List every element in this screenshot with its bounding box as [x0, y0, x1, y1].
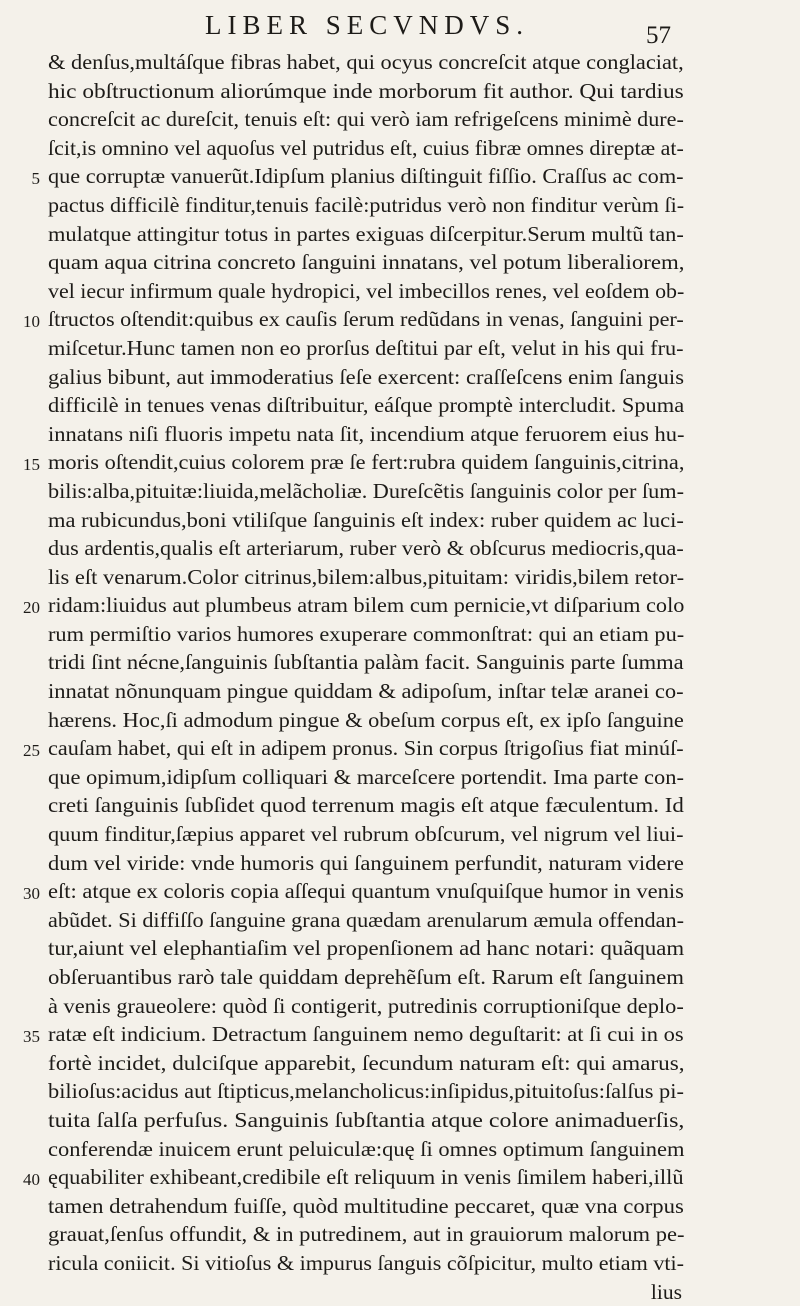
text-line [46, 105, 686, 134]
catchword: lius [650, 1279, 682, 1304]
line-text: ma rubicundus,boni vtiliſque ſanguinis eſt index: ruber quidem ac luci- [48, 507, 684, 532]
line-text: grauat,ſenſus offundit, & in putredinem, aut in grauiorum malorum pe- [48, 1222, 685, 1247]
line-number: 20 [23, 598, 40, 618]
line-text: pactus difficilè finditur,tenuis facilè:putridus verò non finditur verùm ſi- [48, 192, 685, 217]
line-text: tamen detrahendum fuiſſe, quòd multitudine peccaret, quæ vna corpus [48, 1193, 684, 1218]
text-line [46, 620, 686, 649]
line-text: eſt: atque ex coloris copia aſſequi quantum vnuſquiſque humor in venis [48, 879, 684, 904]
line-text: difficilè in tenues venas diſtribuitur, eáſque promptè intercludit. Spuma [48, 393, 685, 418]
line-text: galius bibunt, aut immoderatius ſeſe exercent: craſſeſcens enim ſanguis [48, 364, 684, 389]
line-text: cauſam habet, qui eſt in adipem pronus. Sin corpus ſtrigoſius fiat minúſ- [48, 736, 684, 761]
line-number: 35 [23, 1027, 40, 1047]
text-line [23, 877, 686, 906]
text-line [46, 1249, 686, 1278]
line-text: que opimum,idipſum colliquari & marceſcere portendit. Ima parte con- [48, 764, 684, 789]
text-line [46, 1192, 686, 1221]
line-text: ſtructos oſtendit:quibus ex cauſis ſerum redũdans in venas, ſanguini per- [48, 307, 684, 332]
text-line [46, 1106, 686, 1135]
text-line [23, 1163, 686, 1192]
text-line [46, 420, 686, 449]
line-text: moris oſtendit,cuius colorem præ ſe fert:rubra quidem ſanguinis,citrina, [48, 450, 685, 475]
line-text: creti ſanguinis ſubſidet quod terrenum magis eſt atque fæculentum. Id [48, 793, 684, 818]
text-line [46, 906, 686, 935]
text-line [46, 849, 686, 878]
line-text: obſeruantibus rarò tale quiddam deprehẽſum eſt. Rarum eſt ſanguinem [48, 965, 685, 989]
line-text: hærens. Hoc,ſi admodum pingue & obeſum corpus eſt, ex ipſo ſanguine [48, 707, 684, 732]
line-text: ratæ eſt indicium. Detractum ſanguinem nemo deguſtarit: at ſi cui in os [48, 1022, 684, 1047]
text-line [23, 734, 686, 763]
line-text: miſcetur.Hunc tamen non eo prorſus deſtitui par eſt, velut in his qui fru- [48, 335, 684, 360]
line-text: lis eſt venarum.Color citrinus,bilem:albus,pituitam: viridis,bilem retor- [48, 564, 685, 589]
line-text: hic obſtructionum aliorúmque inde morborum fit author. Qui tardius [48, 78, 684, 103]
line-number: 5 [31, 169, 40, 189]
text-line [46, 277, 686, 306]
line-text: que corruptæ vanuerũt.Idipſum planius diſtinguit fiſſio. Craſſus ac com- [48, 164, 684, 189]
line-text: vel iecur infirmum quale hydropici, vel imbecillos renes, vel eoſdem ob- [48, 278, 685, 303]
text-line [46, 191, 686, 220]
text-line [46, 134, 686, 163]
text-line [23, 305, 686, 334]
text-line [46, 391, 686, 420]
text-line [46, 992, 686, 1021]
line-text: ęquabiliter exhibeant,credibile eſt reliquum in venis ſimilem haberi,illũ [48, 1165, 684, 1190]
line-text: innatat nõnunquam pingue quiddam & adipoſum, inſtar telæ aranei co- [48, 679, 684, 704]
line-text: quam aqua citrina concreto ſanguini innatans, vel potum liberaliorem, [48, 250, 685, 275]
line-text: fortè incidet, dulciſque apparebit, ſecundum naturam eſt: qui amarus, [48, 1050, 685, 1075]
text-line [46, 706, 686, 735]
text-line [46, 363, 686, 392]
text-line [46, 48, 686, 77]
text-line [46, 1220, 686, 1249]
line-text: bilis:alba,pituitæ:liuida,melãcholiæ. Dureſcẽtis ſanguinis color per ſum- [48, 478, 685, 503]
line-text: à venis graueolere: quòd ſi contigerit, putredinis corruptioniſque deplo- [48, 993, 684, 1018]
text-line [23, 1020, 686, 1049]
text-line [46, 77, 686, 106]
text-line [46, 763, 686, 792]
line-text: mulatque attingitur totus in partes exiguas diſcerpitur.Serum multũ tan- [48, 221, 684, 246]
line-text: dus ardentis,qualis eſt arteriarum, ruber verò & obſcurus mediocris,qua- [48, 536, 684, 561]
text-line [46, 248, 686, 277]
text-line [23, 448, 686, 477]
text-line [46, 563, 686, 592]
page-number: 57 [646, 22, 671, 49]
line-text: quum finditur,ſæpius apparet vel rubrum obſcurum, vel nigrum vel liui- [48, 822, 684, 847]
text-line [46, 534, 686, 563]
text-line [46, 1077, 686, 1106]
text-line [31, 162, 686, 191]
text-line [23, 591, 686, 620]
line-text: & denſus,multáſque fibras habet, qui ocyus concreſcit atque conglaciat, [48, 50, 684, 74]
line-number: 40 [23, 1170, 40, 1190]
text-line [46, 506, 686, 535]
text-line [46, 334, 686, 363]
running-title: LIBER SECVNDVS. [205, 10, 530, 40]
line-text: dum vel viride: vnde humoris qui ſanguinem perfundit, naturam videre [48, 850, 684, 875]
text-line [46, 963, 686, 992]
text-line [46, 677, 686, 706]
line-text: concreſcit ac dureſcit, tenuis eſt: qui verò iam refrigeſcens minimè dure- [48, 107, 684, 132]
text-line [46, 220, 686, 249]
line-text: tuita ſalſa perfuſus. Sanguinis ſubſtantia atque colore animaduerſis, [48, 1107, 685, 1132]
line-text: bilioſus:acidus aut ſtipticus,melancholicus:inſipidus,pituitoſus:ſalſus pi- [48, 1079, 684, 1104]
body-text [23, 48, 686, 1306]
text-line [46, 791, 686, 820]
text-line [46, 934, 686, 963]
line-text: tridi ſint nécne,ſanguinis ſubſtantia palàm facit. Sanguinis parte ſumma [48, 650, 684, 675]
text-line [46, 1135, 686, 1164]
text-line [46, 477, 686, 506]
text-line [46, 648, 686, 677]
text-line [46, 1049, 686, 1078]
text-line [46, 820, 686, 849]
line-number: 10 [23, 312, 40, 332]
line-text: ridam:liuidus aut plumbeus atram bilem cum pernicie,vt diſparium colo [48, 593, 685, 618]
line-text: abũdet. Si diffiſſo ſanguine grana quædam arenularum æmula offendan- [48, 907, 685, 932]
line-text: innatans niſi fluoris impetu nata ſit, incendium atque feruorem eius hu- [48, 421, 685, 446]
line-text: tur,aiunt vel elephantiaſim vel propenſionem ad hanc notari: quãquam [48, 936, 685, 961]
line-text: ricula coniicit. Si vitioſus & impurus ſanguis cõſpicitur, multo etiam vti- [48, 1250, 685, 1275]
line-text: rum permiſtio varios humores exuperare commonſtrat: qui an etiam pu- [48, 621, 685, 646]
line-number: 25 [23, 741, 40, 761]
line-text: ſcit,is omnino vel aquoſus vel putridus eſt, cuius fibræ omnes direptæ at- [48, 135, 684, 160]
line-number: 30 [23, 884, 40, 904]
line-text: conferendæ inuicem erunt peluiculæ:quę ſi omnes optimum ſanguinem [48, 1136, 685, 1161]
line-number: 15 [23, 455, 40, 475]
